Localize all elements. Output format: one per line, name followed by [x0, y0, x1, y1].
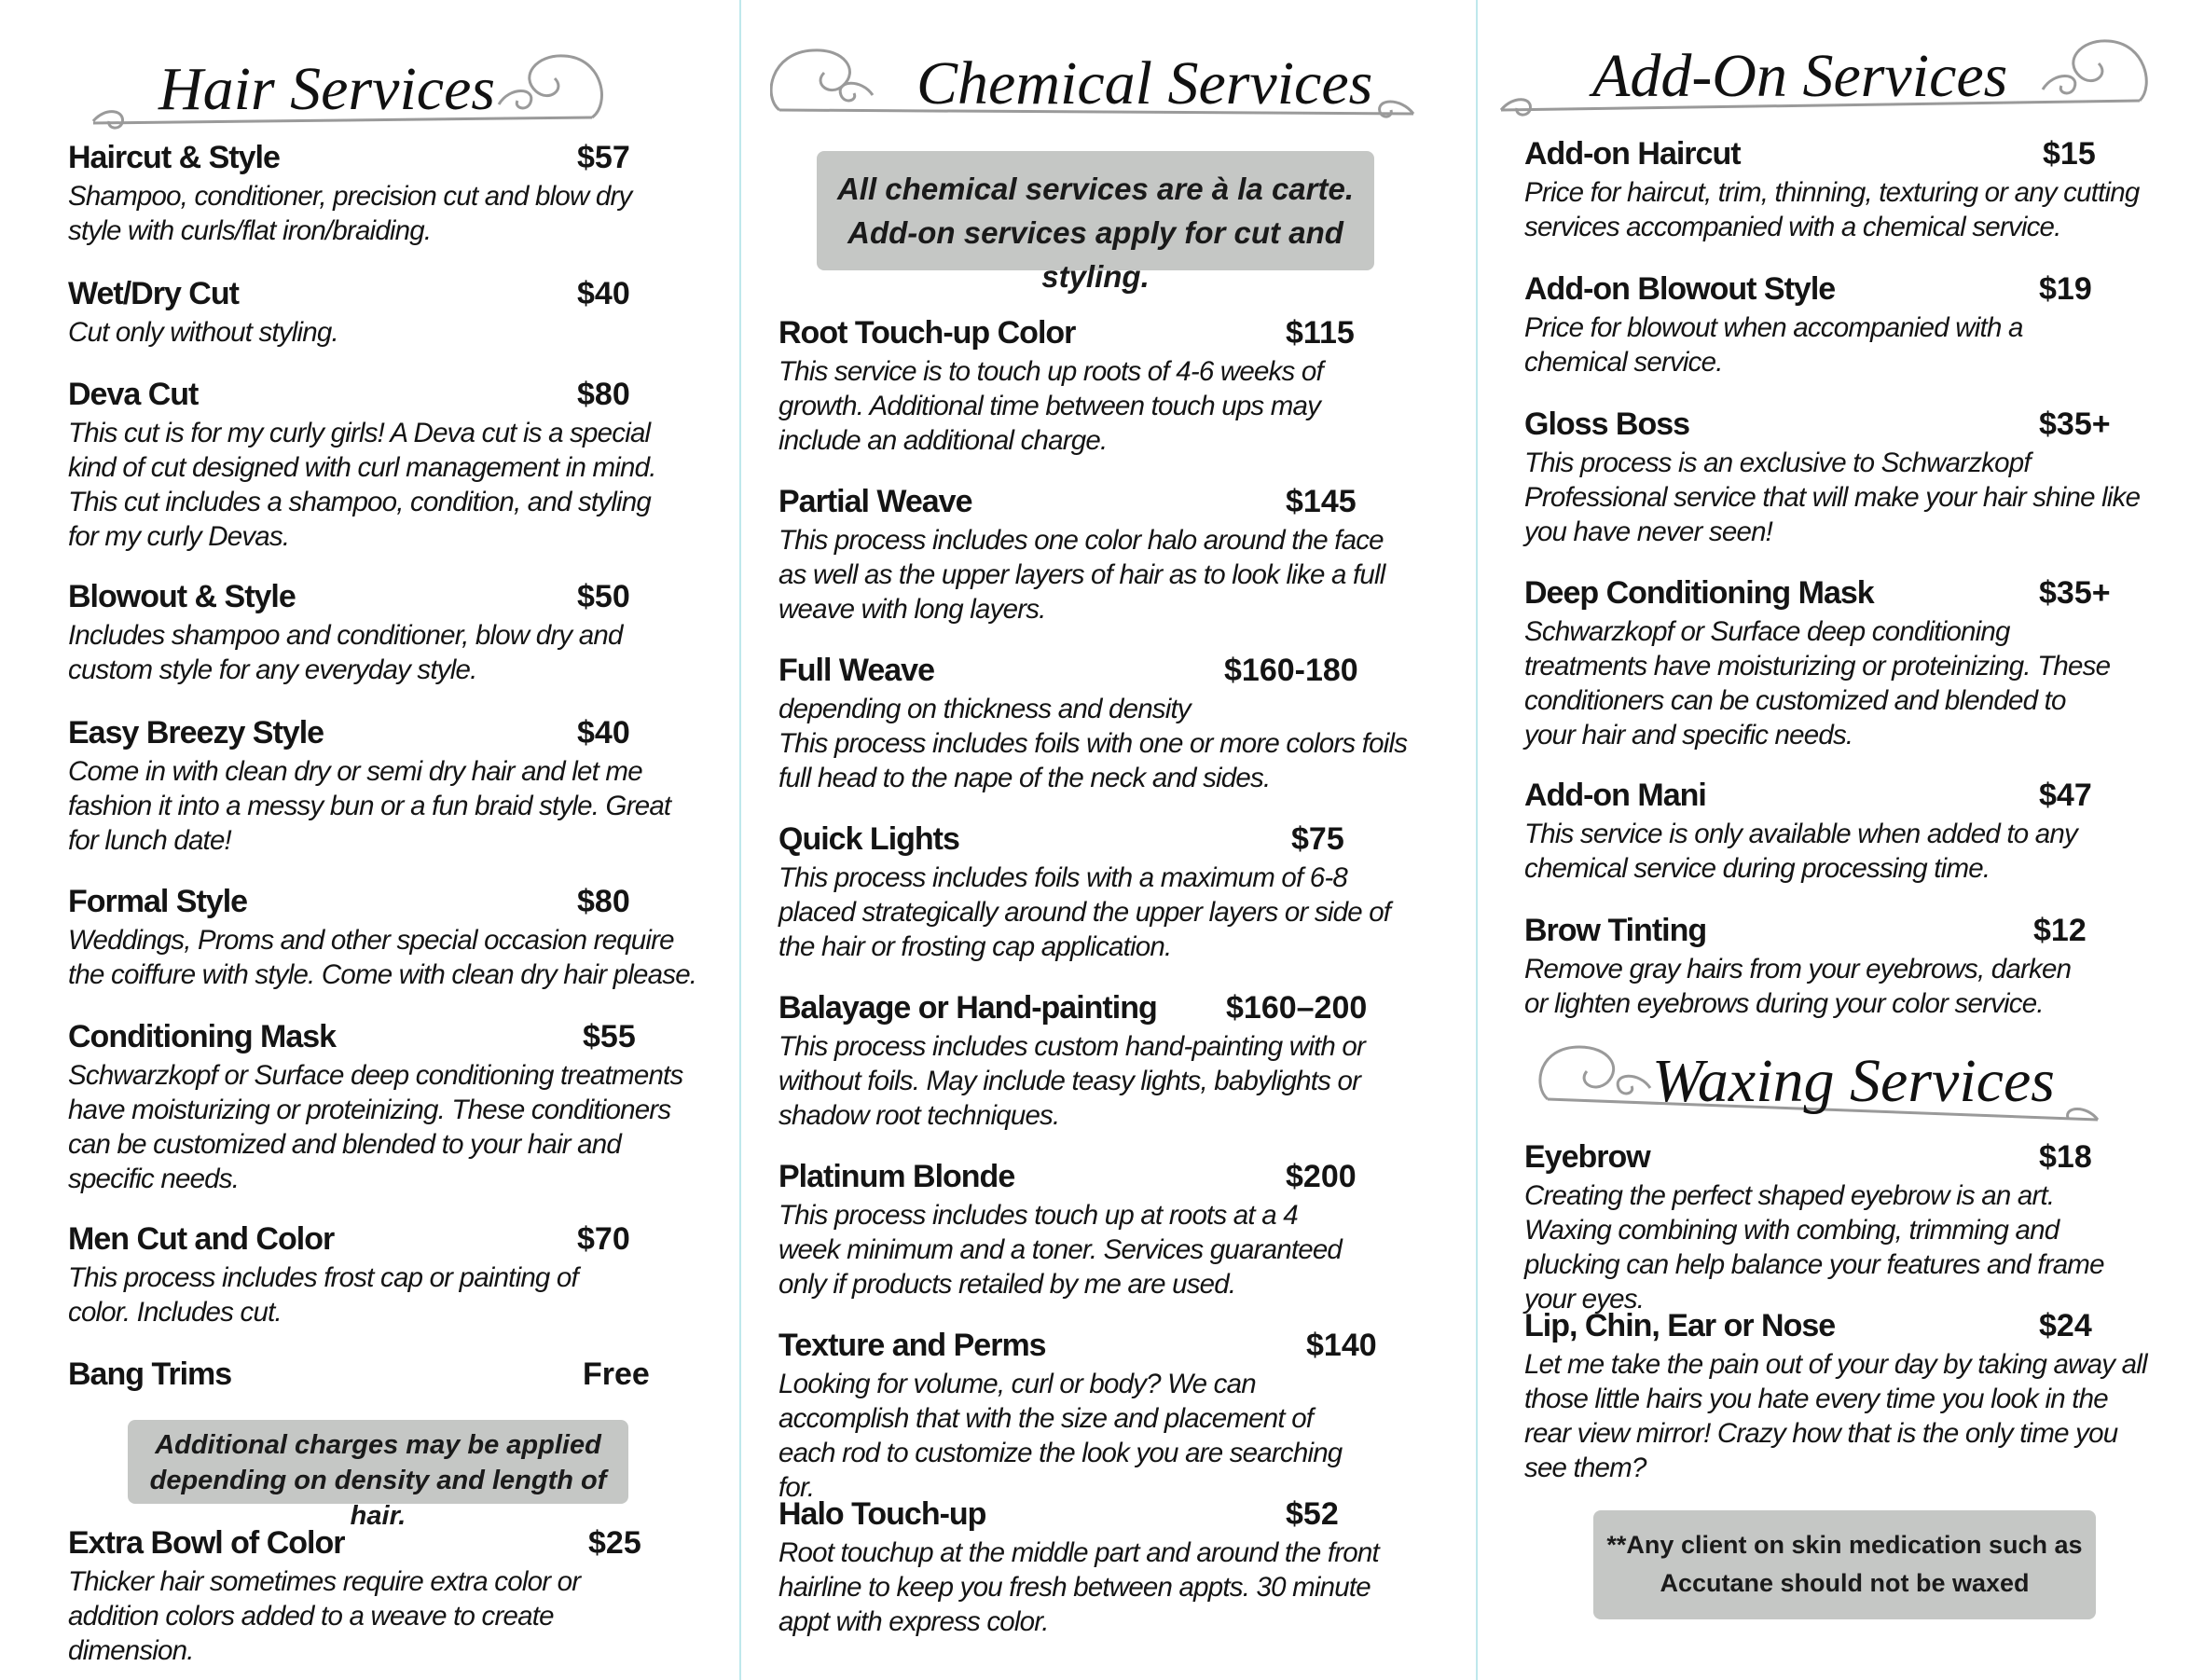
- service-description: This process includes frost cap or painting of color. Includes cut.: [68, 1262, 578, 1328]
- service-description: Thicker hair sometimes require extra color or addition colors added to a weave to create dimension.: [68, 1566, 581, 1666]
- service-name: Extra Bowl of Color: [68, 1525, 345, 1561]
- service-name: Platinum Blonde: [778, 1159, 1015, 1194]
- hair-item-4: [68, 579, 702, 687]
- service-name: Eyebrow: [1524, 1139, 1650, 1175]
- waxing-services-title: Waxing Services: [1652, 1047, 2055, 1115]
- service-price: $140: [1306, 1328, 1377, 1363]
- chemical-item-8: [778, 1496, 1412, 1639]
- service-name: Quick Lights: [778, 821, 959, 857]
- service-name: Root Touch-up Color: [778, 315, 1076, 351]
- service-name: Men Cut and Color: [68, 1221, 335, 1257]
- service-name: Balayage or Hand-painting: [778, 990, 1157, 1026]
- service-name: Deep Conditioning Mask: [1524, 575, 1874, 611]
- service-description: Schwarzkopf or Surface deep conditioning treatments have moisturizing or proteinizing. These conditioners can be customized and blended to your hair and specific needs.: [1524, 616, 2111, 750]
- addon-item-4: [1524, 575, 2158, 752]
- service-price: $200: [1286, 1159, 1357, 1194]
- service-name: Easy Breezy Style: [68, 715, 324, 750]
- service-name: Blowout & Style: [68, 579, 296, 614]
- service-price: $18: [2039, 1139, 2092, 1175]
- addon-services-title: Add-On Services: [1592, 42, 2008, 110]
- service-name: Deva Cut: [68, 377, 199, 412]
- service-name: Gloss Boss: [1524, 406, 1690, 442]
- service-price: Free: [583, 1356, 650, 1392]
- service-description: Looking for volume, curl or body? We can accomplish that with the size and placement of each rod to customize the look you are searching for.: [778, 1369, 1343, 1503]
- hair-item-8: [68, 1221, 702, 1329]
- service-price: $70: [577, 1221, 630, 1257]
- service-name: Partial Weave: [778, 484, 972, 519]
- service-price: $35+: [2039, 406, 2111, 442]
- service-price: $40: [577, 715, 630, 750]
- service-description: Schwarzkopf or Surface deep conditioning treatments have moisturizing or proteinizing. These conditioners can be customized and blended to your hair and specific needs.: [68, 1060, 683, 1194]
- service-description: Shampoo, conditioner, precision cut and blow dry style with curls/flat iron/braiding.: [68, 181, 632, 246]
- service-description: This process includes one color halo around the face as well as the upper layers of hair as to look like a full weave with long layers.: [778, 525, 1385, 625]
- service-description: Remove gray hairs from your eyebrows, darken or lighten eyebrows during your color service.: [1524, 954, 2072, 1019]
- service-price: $12: [2033, 913, 2087, 948]
- service-name: Wet/Dry Cut: [68, 276, 239, 311]
- service-description: This process includes touch up at roots at a 4 week minimum and a toner. Services guaranteed only if products retailed by me are used.: [778, 1200, 1343, 1300]
- service-description: Includes shampoo and conditioner, blow dry and custom style for any everyday style.: [68, 620, 623, 685]
- service-price: $57: [577, 140, 630, 175]
- service-description: Price for blowout when accompanied with a chemical service.: [1524, 312, 2023, 378]
- service-price: $35+: [2039, 575, 2111, 611]
- service-description: Weddings, Proms and other special occasion require the coiffure with style. Come with clean dry hair please.: [68, 925, 697, 990]
- waxing-item-1: [1524, 1139, 2158, 1316]
- service-description: Let me take the pain out of your day by taking away all those little hairs you hate every time you look in the rear view mirror! Crazy how that is the only time you see them?: [1524, 1349, 2147, 1483]
- note-line-2: Accutane should not be waxed: [1660, 1569, 2030, 1597]
- service-name: Haircut & Style: [68, 140, 280, 175]
- note-line-2: depending on density and length of hair.: [149, 1466, 607, 1531]
- service-price: $40: [577, 276, 630, 311]
- service-name: Add-on Blowout Style: [1524, 271, 1836, 307]
- service-price: $160-180: [1224, 653, 1358, 688]
- hair-services-title: Hair Services: [158, 55, 496, 123]
- note-line-1: **Any client on skin medication such as: [1606, 1531, 2083, 1559]
- service-description: Creating the perfect shaped eyebrow is an art. Waxing combining with combing, trimming and plucking can help balance your features and frame your eyes.: [1524, 1180, 2104, 1315]
- waxing-item-2: [1524, 1308, 2158, 1485]
- hair-item-2: [68, 276, 702, 350]
- service-name: Full Weave: [778, 653, 934, 688]
- waxing-medication-warning-note: [1593, 1510, 2096, 1619]
- service-description: This service is to touch up roots of 4-6 weeks of growth. Additional time between touch ups may include an additional charge.: [778, 356, 1323, 456]
- service-price: $15: [2043, 136, 2096, 172]
- addon-item-6: [1524, 913, 2158, 1021]
- hair-item-6: [68, 884, 702, 992]
- service-price: $47: [2039, 778, 2092, 813]
- column-divider-left: [739, 0, 741, 1680]
- service-description: This process includes custom hand-painting with or without foils. May include teasy lights, babylights or shadow root techniques.: [778, 1031, 1365, 1131]
- chemical-item-2: [778, 484, 1412, 627]
- service-price: $52: [1286, 1496, 1339, 1532]
- note-line-2: Add-on services apply for cut and styling.: [847, 215, 1343, 294]
- service-name: Add-on Mani: [1524, 778, 1706, 813]
- hair-item-9: [68, 1356, 702, 1396]
- service-name: Texture and Perms: [778, 1328, 1046, 1363]
- service-price: $55: [583, 1019, 636, 1054]
- chemical-item-4: [778, 821, 1412, 964]
- service-description: Root touchup at the middle part and around the front hairline to keep you fresh between appts. 30 minute appt with express color.: [778, 1537, 1379, 1637]
- service-price: $24: [2039, 1308, 2092, 1343]
- service-price: $80: [577, 884, 630, 919]
- service-price: $19: [2039, 271, 2092, 307]
- note-line-1: All chemical services are à la carte.: [836, 172, 1355, 206]
- hair-item-1: [68, 140, 702, 248]
- chemical-item-7: [778, 1328, 1412, 1505]
- service-description: This service is only available when added to any chemical service during processing time.: [1524, 819, 2077, 884]
- service-price: $25: [588, 1525, 641, 1561]
- chemical-item-3: [778, 653, 1412, 795]
- addon-item-1: [1524, 136, 2158, 244]
- service-name: Formal Style: [68, 884, 248, 919]
- service-description: Cut only without styling.: [68, 317, 338, 348]
- note-line-1: Additional charges may be applied: [155, 1430, 601, 1460]
- service-price: $75: [1291, 821, 1344, 857]
- service-description: Price for haircut, trim, thinning, texturing or any cutting services accompanied with a chemical service.: [1524, 177, 2140, 242]
- service-price: $115: [1286, 315, 1355, 351]
- hair-additional-charges-note: [128, 1420, 628, 1531]
- chemical-item-1: [778, 315, 1412, 458]
- service-name: Halo Touch-up: [778, 1496, 986, 1532]
- addon-item-2: [1524, 271, 2158, 379]
- service-name: Conditioning Mask: [68, 1019, 337, 1054]
- chemical-a-la-carte-note: [817, 151, 1374, 294]
- service-price: $80: [577, 377, 630, 412]
- service-description: This cut is for my curly girls! A Deva cut is a special kind of cut designed with curl management in mind. This cut includes a shampoo, condition, and styling for my curly Devas.: [68, 418, 656, 552]
- service-name: Bang Trims: [68, 1356, 232, 1392]
- addon-item-5: [1524, 778, 2158, 886]
- service-description: This process is an exclusive to Schwarzkopf Professional service that will make your hair shine like you have never seen!: [1524, 448, 2141, 547]
- column-divider-right: [1476, 0, 1478, 1680]
- service-description: This process includes foils with a maximum of 6-8 placed strategically around the upper layers or side of the hair or frosting cap application.: [778, 862, 1391, 962]
- service-price: $160–200: [1226, 990, 1368, 1026]
- hair-item-10: [68, 1525, 702, 1668]
- chemical-services-title: Chemical Services: [916, 49, 1373, 117]
- service-description: This process includes foils with one or more colors foils full head to the nape of the neck and sides.: [778, 728, 1408, 793]
- service-description: Come in with clean dry or semi dry hair and let me fashion it into a messy bun or a fun braid style. Great for lunch date!: [68, 756, 671, 856]
- service-name: Lip, Chin, Ear or Nose: [1524, 1308, 1836, 1343]
- service-price: $145: [1286, 484, 1357, 519]
- addon-item-3: [1524, 406, 2158, 549]
- service-name: Add-on Haircut: [1524, 136, 1741, 172]
- service-name: Brow Tinting: [1524, 913, 1707, 948]
- chemical-item-5: [778, 990, 1412, 1133]
- service-price: $50: [577, 579, 630, 614]
- chemical-item-6: [778, 1159, 1412, 1301]
- service-subtitle: depending on thickness and density: [778, 694, 1191, 724]
- hair-item-5: [68, 715, 702, 858]
- hair-item-3: [68, 377, 702, 554]
- hair-item-7: [68, 1019, 702, 1196]
